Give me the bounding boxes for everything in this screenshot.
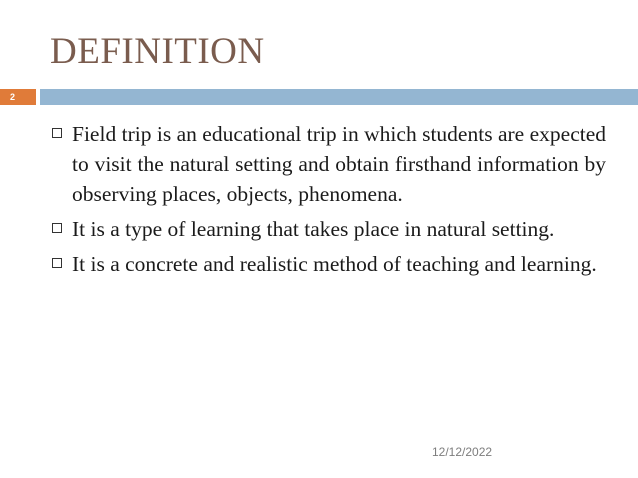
bullet-item [48,119,606,209]
square-bullet-icon [52,223,62,233]
bullet-text: It is a type of learning that takes place in natural setting. [72,217,555,241]
bullet-text: It is a concrete and realistic method of teaching and learning. [72,252,597,276]
header-rule-bar [40,89,638,105]
bullet-text: Field trip is an educational trip in which students are expected to visit the natural setting and obtain firsthand information by observing places, objects, phenomena. [72,122,606,206]
bullet-item [48,214,606,244]
slide-title: DEFINITION [50,31,265,72]
square-bullet-icon [52,258,62,268]
bullet-list [48,119,606,284]
footer-date: 12/12/2022 [432,445,493,459]
slide-number-badge [0,89,36,105]
bullet-item [48,249,606,279]
slide-number: 2 [10,92,16,102]
square-bullet-icon [52,128,62,138]
